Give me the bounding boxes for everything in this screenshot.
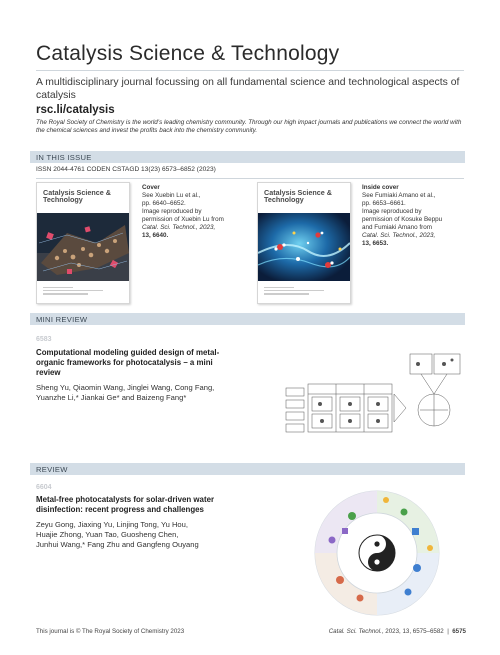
inside-cover-artwork	[258, 213, 350, 281]
footer-separator: |	[443, 628, 453, 635]
review-page-number: 6604	[36, 484, 52, 491]
mini-review-title-line-1: Computational modeling guided design of metal-	[36, 348, 220, 357]
cover-see: See Xuebin Lu et al.,	[142, 192, 201, 199]
inside-cover-see: See Fumiaki Amano et al.,	[362, 192, 436, 199]
journal-url[interactable]: rsc.li/catalysis	[36, 104, 115, 116]
rsc-mission-statement: The Royal Society of Chemistry is the world’s leading chemistry community. Through our high impact journals and publications we connect the world with the chemical sciences and invest the profits back into the chemistry community.	[36, 119, 462, 135]
inside-cover-caption	[362, 184, 472, 248]
inside-cover-label: Inside cover	[362, 184, 399, 191]
cover-journal-title: Catalysis Science & Technology	[43, 188, 111, 205]
footer-page-number: 6575	[452, 628, 466, 635]
title-divider	[36, 70, 464, 71]
cover-label: Cover	[142, 184, 160, 191]
footer-cite: , 2023, 13, 6575–6582	[381, 628, 444, 635]
inside-cover-volume: 13, 6653.	[362, 240, 389, 247]
mini-review-article[interactable]	[36, 348, 276, 403]
mini-review-graphical-abstract	[284, 346, 464, 436]
cover-citation: Catal. Sci. Technol., 2023,	[142, 224, 216, 231]
mini-review-authors-line-1: Sheng Yu, Qiaomin Wang, Jinglei Wang, Cong Fang,	[36, 383, 215, 392]
cover-volume: 13, 6640.	[142, 232, 169, 239]
footer-citation	[329, 628, 466, 635]
cover-reproduced: Image reproduced by	[142, 208, 202, 215]
in-this-issue-heading: IN THIS ISSUE	[36, 152, 92, 162]
inside-cover-footer-lines	[264, 287, 334, 297]
review-graphical-abstract	[312, 488, 442, 618]
mini-review-heading: MINI REVIEW	[36, 314, 88, 324]
review-heading: REVIEW	[36, 464, 68, 474]
inside-cover-permission-2: and Fumiaki Amano from	[362, 224, 432, 231]
mini-review-title-line-2: organic frameworks for photocatalysis – a mini	[36, 358, 213, 367]
inside-cover-reproduced: Image reproduced by	[362, 208, 422, 215]
cover-artwork	[37, 213, 129, 281]
inside-cover-citation: Catal. Sci. Technol., 2023,	[362, 232, 436, 239]
review-authors-line-3: Junhui Wang,* Fang Zhu and Gangfeng Ouyang	[36, 540, 199, 549]
footer-journal: Catal. Sci. Technol.	[328, 628, 382, 635]
cover-permission: permission of Xuebin Lu from	[142, 216, 224, 223]
mini-review-page-number: 6583	[36, 336, 52, 343]
cover-footer-lines	[43, 287, 113, 297]
cover-pages: pp. 6640–6652.	[142, 200, 186, 207]
inside-cover-thumbnail[interactable]	[257, 182, 351, 304]
issn-line: ISSN 2044-4761 CODEN CSTAGD 13(23) 6573–6852 (2023)	[36, 166, 216, 173]
mini-review-title-line-3: review	[36, 368, 61, 377]
review-title-line-2: disinfection: recent progress and challenges	[36, 505, 204, 514]
review-authors-line-1: Zeyu Gong, Jiaxing Yu, Linjing Tong, Yu Hou,	[36, 520, 188, 529]
inside-cover-pages: pp. 6653–6661.	[362, 200, 406, 207]
in-this-issue-bar	[30, 151, 465, 163]
review-bar	[30, 463, 465, 475]
inside-cover-journal-title: Catalysis Science & Technology	[264, 188, 332, 205]
journal-title: Catalysis Science & Technology	[36, 42, 340, 65]
mini-review-bar	[30, 313, 465, 325]
issn-divider	[36, 178, 464, 179]
inside-cover-permission: permission of Kosuke Beppu	[362, 216, 443, 223]
cover-thumbnail[interactable]	[36, 182, 130, 304]
review-article[interactable]	[36, 495, 276, 550]
cover-caption	[142, 184, 252, 240]
footer-copyright: This journal is © The Royal Society of Chemistry 2023	[36, 628, 185, 635]
mini-review-authors-line-2: Yuanzhe Li,* Jiankai Ge* and Baizeng Fang*	[36, 393, 187, 402]
journal-subtitle: A multidisciplinary journal focussing on all fundamental science and technological aspects of catalysis	[36, 77, 460, 101]
review-authors-line-2: Huajie Zhong, Yuan Tao, Guosheng Chen,	[36, 530, 179, 539]
review-title-line-1: Metal-free photocatalysts for solar-driven water	[36, 495, 215, 504]
